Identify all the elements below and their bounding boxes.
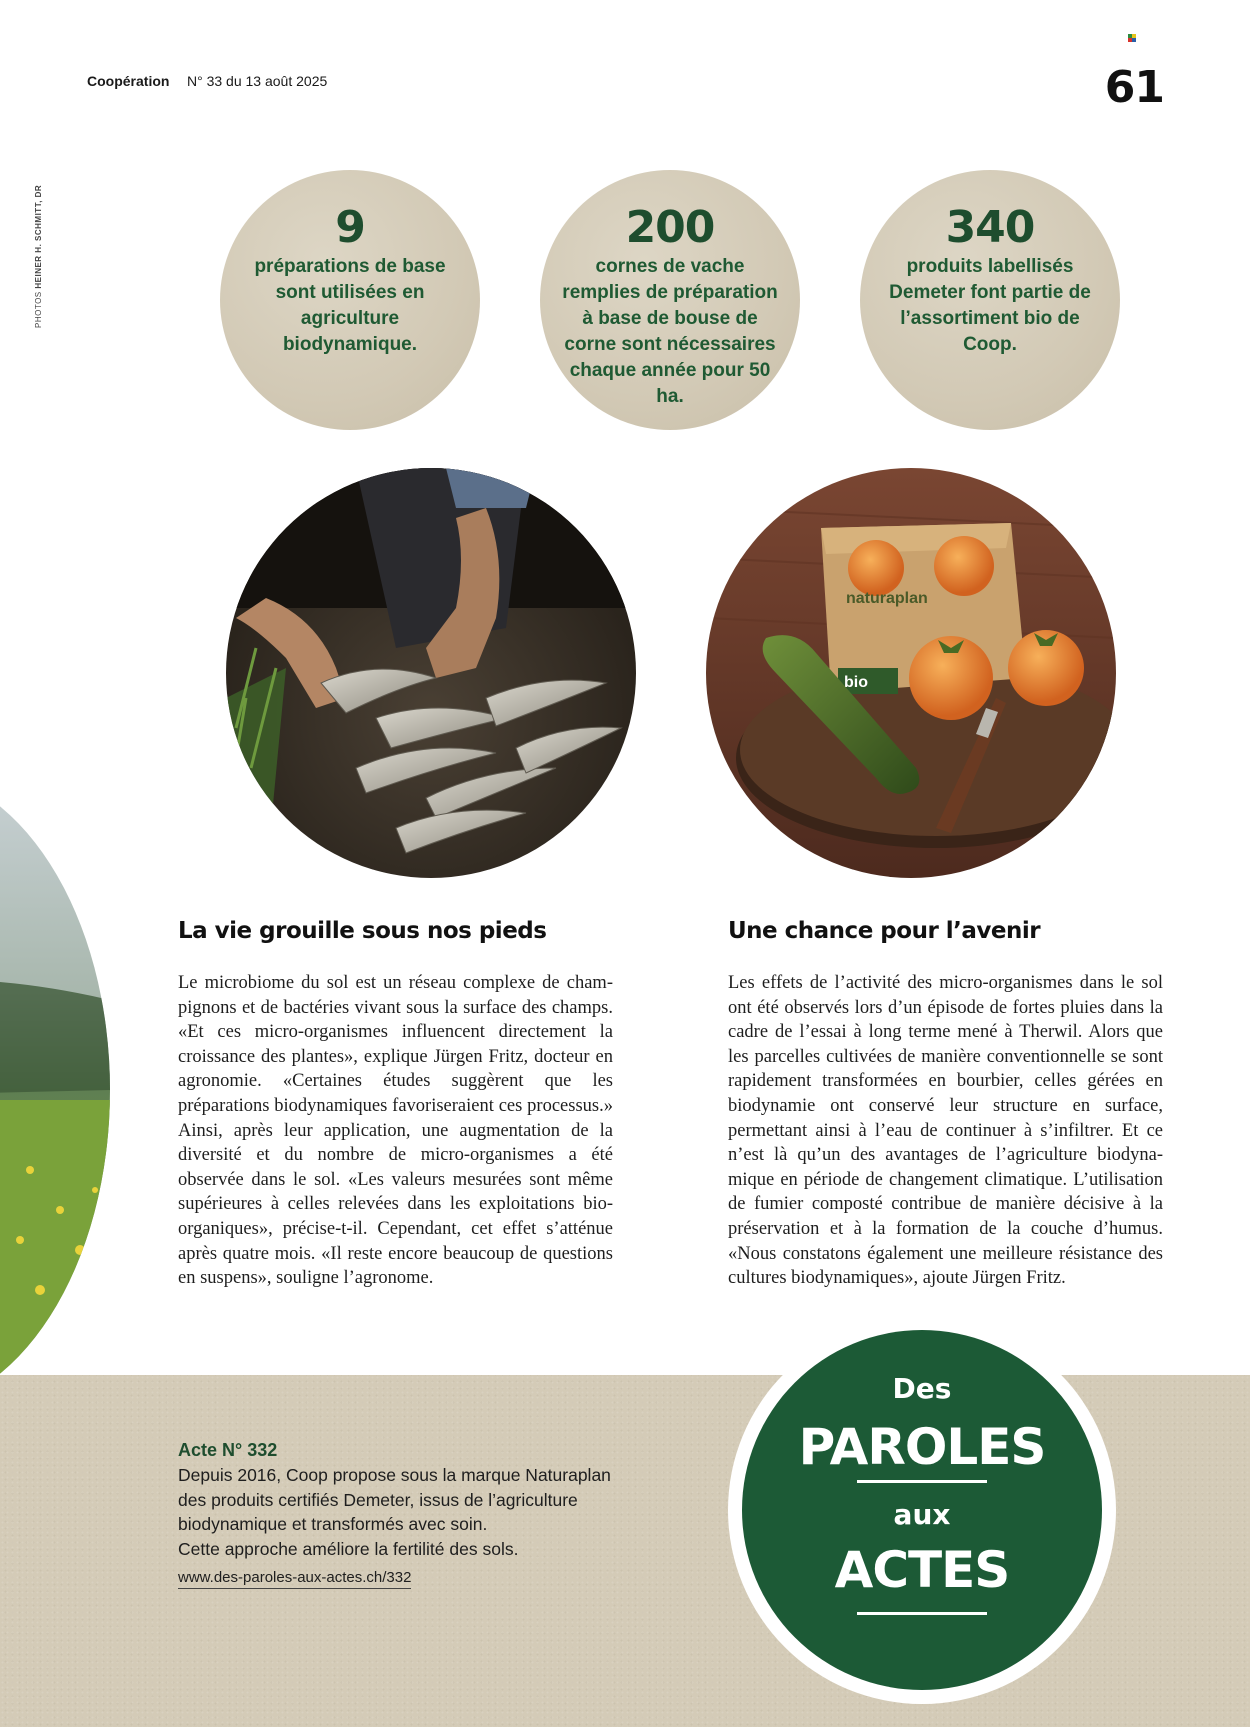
article-body-future-chance: Les effets de l’activité des micro-organismes dans le sol ont été observés lors d’un épisode de fortes pluies dans la cadre de l’essai à long terme mené à Therwil. Alors que les parcelles cultivées de manière conventionnelle se sont rapidement transformées en bourbier, celles gérées en biodynamie ont conservé leur structure en surface, permettant ainsi à l’eau de continuer à s’infiltrer. Et ce n’est là qu’un des avantages de l’agriculture biodynamique en période de changement climatique. L’utilisation de fumier composté contribue de manière décisive à la préservation et à la formation de la couche d’humus. «Nous constatons également une meilleure résistance des cultures biodynamiques», ajoute Jürgen Fritz. (728, 973, 1163, 1289)
stat-circle-preparations (220, 170, 480, 430)
badge-line-aux: aux (893, 1498, 951, 1531)
acte-line: des produits certifiés Demeter, issus de l’agriculture (178, 1489, 578, 1510)
stat-number: 340 (945, 202, 1035, 253)
stat-circle-demeter-products (860, 170, 1120, 430)
acte-line: Depuis 2016, Coop propose sous la marque Naturaplan (178, 1465, 611, 1485)
meadow-landscape-photo (0, 770, 110, 1410)
publication-name: Coopération (87, 73, 170, 89)
photo-credit-names: HEINER H. SCHMITT, DR (34, 184, 43, 289)
acte-line: Cette approche améliore la fertilité des sols. (178, 1538, 519, 1559)
badge-line-paroles: PAROLES (798, 1418, 1046, 1476)
stat-circle-cow-horns (540, 170, 800, 430)
stat-text: produits labellisés Demeter font partie de l’assortiment bio de Coop. (889, 256, 1091, 355)
badge-line-des: Des (892, 1372, 952, 1405)
badge-divider (857, 1480, 987, 1483)
badge-divider (857, 1612, 987, 1615)
issue-date: N° 33 du 13 août 2025 (187, 73, 328, 89)
acte-box (178, 1440, 648, 1589)
acte-text (178, 1463, 648, 1561)
photo-credit (34, 185, 43, 328)
stat-number: 200 (625, 202, 715, 253)
bag-label-text: naturaplan (846, 590, 928, 607)
des-paroles-aux-actes-badge (742, 1330, 1102, 1690)
acte-line: biodynamique et transformés avec soin. (178, 1514, 488, 1534)
article-title-soil-life: La vie grouille sous nos pieds (178, 918, 547, 944)
bag-bio-text: bio (844, 674, 868, 691)
stat-text: préparations de base sont utilisées en agriculture biodynamique. (254, 256, 446, 355)
article-body-soil-life: Le microbiome du sol est un réseau complexe de champignons et de bactéries vivant sous la surface des champs. «Et ces micro-organismes influencent directement la croissance des plantes», explique Jürgen Fritz, docteur en agronomie. «Certaines études suggèrent que les préparations biodynamiques favoriseraient ces processus.» Ainsi, après leur application, une augmentation de la diversité et du nombre de micro-organismes a été observée dans le sol. «Les valeurs mesurées sont même supérieures à celles relevées dans les exploitations bio-organiques», précise-t-il. Cependant, cet effet s’atténue après quatre mois. «Il reste encore beaucoup de questions en suspens», souligne l’agronome. (178, 973, 613, 1289)
photo-credit-prefix: PHOTOS (34, 288, 43, 328)
soil-hands-horns-photo (226, 468, 636, 878)
naturaplan-vegetables-photo (706, 468, 1116, 878)
badge-line-actes: ACTES (834, 1541, 1010, 1599)
article-title-future-chance: Une chance pour l’avenir (728, 918, 1041, 944)
stat-text: cornes de vache remplies de préparation à base de bouse de corne sont nécessaires chaque année pour 50 ha. (562, 256, 778, 407)
page-number: 61 (1104, 62, 1164, 113)
acte-link[interactable]: www.des-paroles-aux-actes.ch/332 (178, 1569, 411, 1589)
stat-number: 9 (335, 202, 365, 253)
print-color-mark-icon (1128, 34, 1136, 42)
acte-title: Acte N° 332 (178, 1440, 278, 1460)
